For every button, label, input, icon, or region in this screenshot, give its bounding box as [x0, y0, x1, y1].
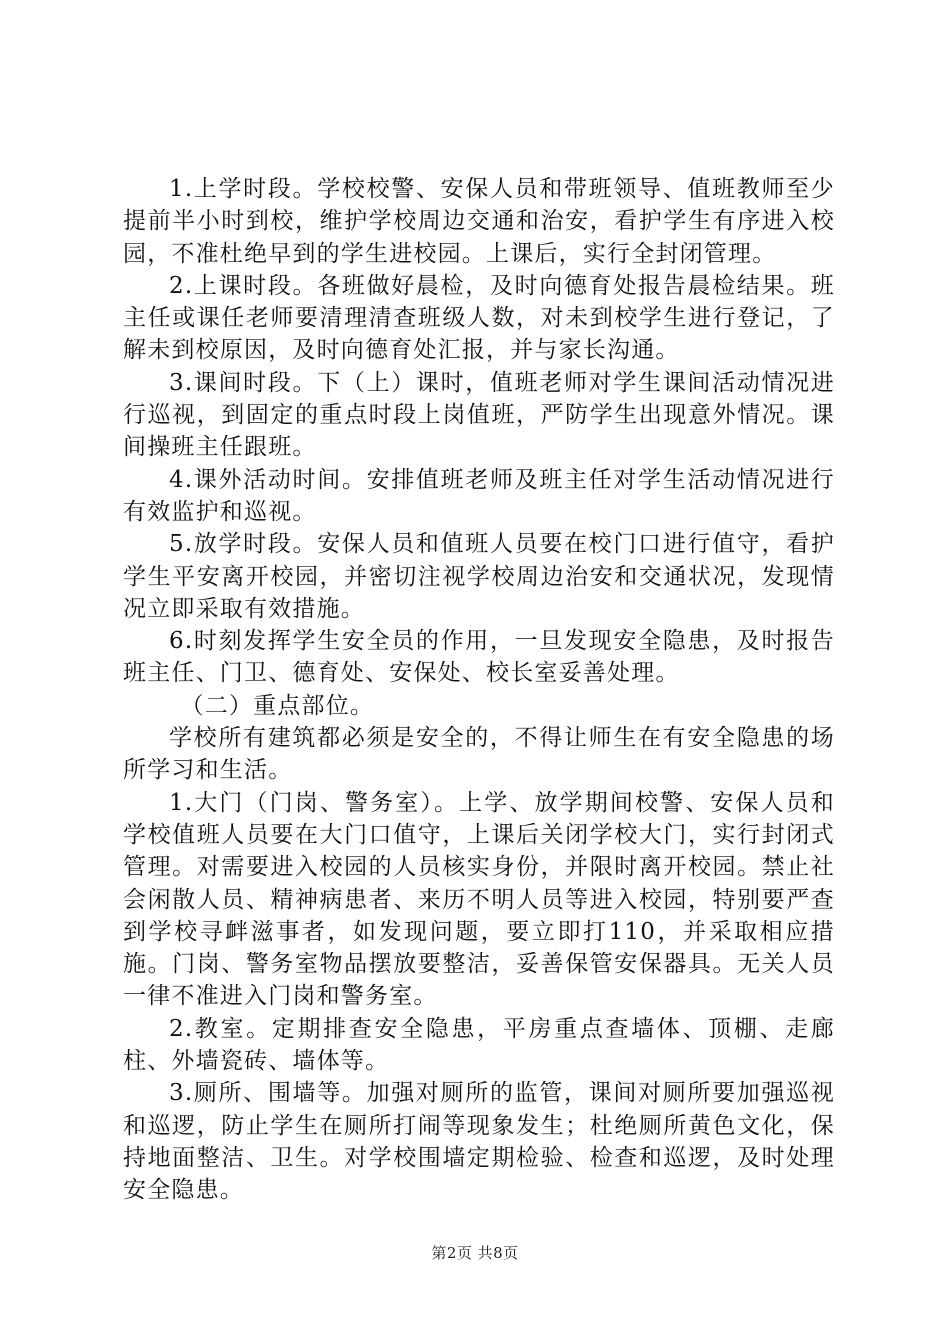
- paragraph-10: 2.教室。定期排查安全隐患，平房重点查墙体、顶棚、走廊柱、外墙瓷砖、墙体等。: [123, 1015, 835, 1075]
- paragraph-5: 5.放学时段。安保人员和值班人员要在校门口进行值守，看护学生平安离开校园，并密切注视学校周边治安和交通状况，发现情况立即采取有效措施。: [123, 531, 835, 622]
- document-body: [123, 173, 835, 1207]
- paragraph-8: 学校所有建筑都必须是安全的，不得让师生在有安全隐患的场所学习和生活。: [123, 725, 835, 784]
- paragraph-4: 4.课外活动时间。安排值班老师及班主任对学生活动情况进行有效监护和巡视。: [123, 466, 835, 525]
- paragraph-2: 2.上课时段。各班做好晨检，及时向德育处报告晨检结果。班主任或课任老师要清理清查班级人数，对未到校学生进行登记，了解未到校原因，及时向德育处汇报，并与家长沟通。: [123, 272, 835, 364]
- paragraph-1: 1.上学时段。学校校警、安保人员和带班领导、值班教师至少提前半小时到校，维护学校周边交通和治安，看护学生有序进入校园，不准杜绝早到的学生进校园。上课后，实行全封闭管理。: [123, 176, 835, 267]
- paragraph-3: 3.课间时段。下（上）课时，值班老师对学生课间活动情况进行巡视，到固定的重点时段上岗值班，严防学生出现意外情况。课间操班主任跟班。: [123, 369, 835, 461]
- paragraph-11: 3.厕所、围墙等。加强对厕所的监管，课间对厕所要加强巡视和巡逻，防止学生在厕所打闹等现象发生；杜绝厕所黄色文化，保持地面整洁、卫生。对学校围墙定期检验、检查和巡逻，及时处理安全隐患。: [123, 1080, 835, 1204]
- paragraph-9: 1.大门（门岗、警务室）。上学、放学期间校警、安保人员和学校值班人员要在大门口值守，上课后关闭学校大门，实行封闭式管理。对需要进入校园的人员核实身份，并限时离开校园。禁止社会闲散人员、精神病患者、来历不明人员等进入校园，特别要严查到学校寻衅滋事者，如发现问题，要立即打110，并采取相应措施。门岗、警务室物品摆放要整洁，妥善保管安保器具。无关人员一律不准进入门岗和警务室。: [123, 789, 835, 1010]
- page-number-footer: 第2页 共8页: [431, 1244, 519, 1262]
- paragraph-6: 6.时刻发挥学生安全员的作用，一旦发现安全隐患，及时报告班主任、门卫、德育处、安保处、校长室妥善处理。: [123, 628, 835, 687]
- section-heading-key-locations: （二）重点部位。: [180, 692, 375, 719]
